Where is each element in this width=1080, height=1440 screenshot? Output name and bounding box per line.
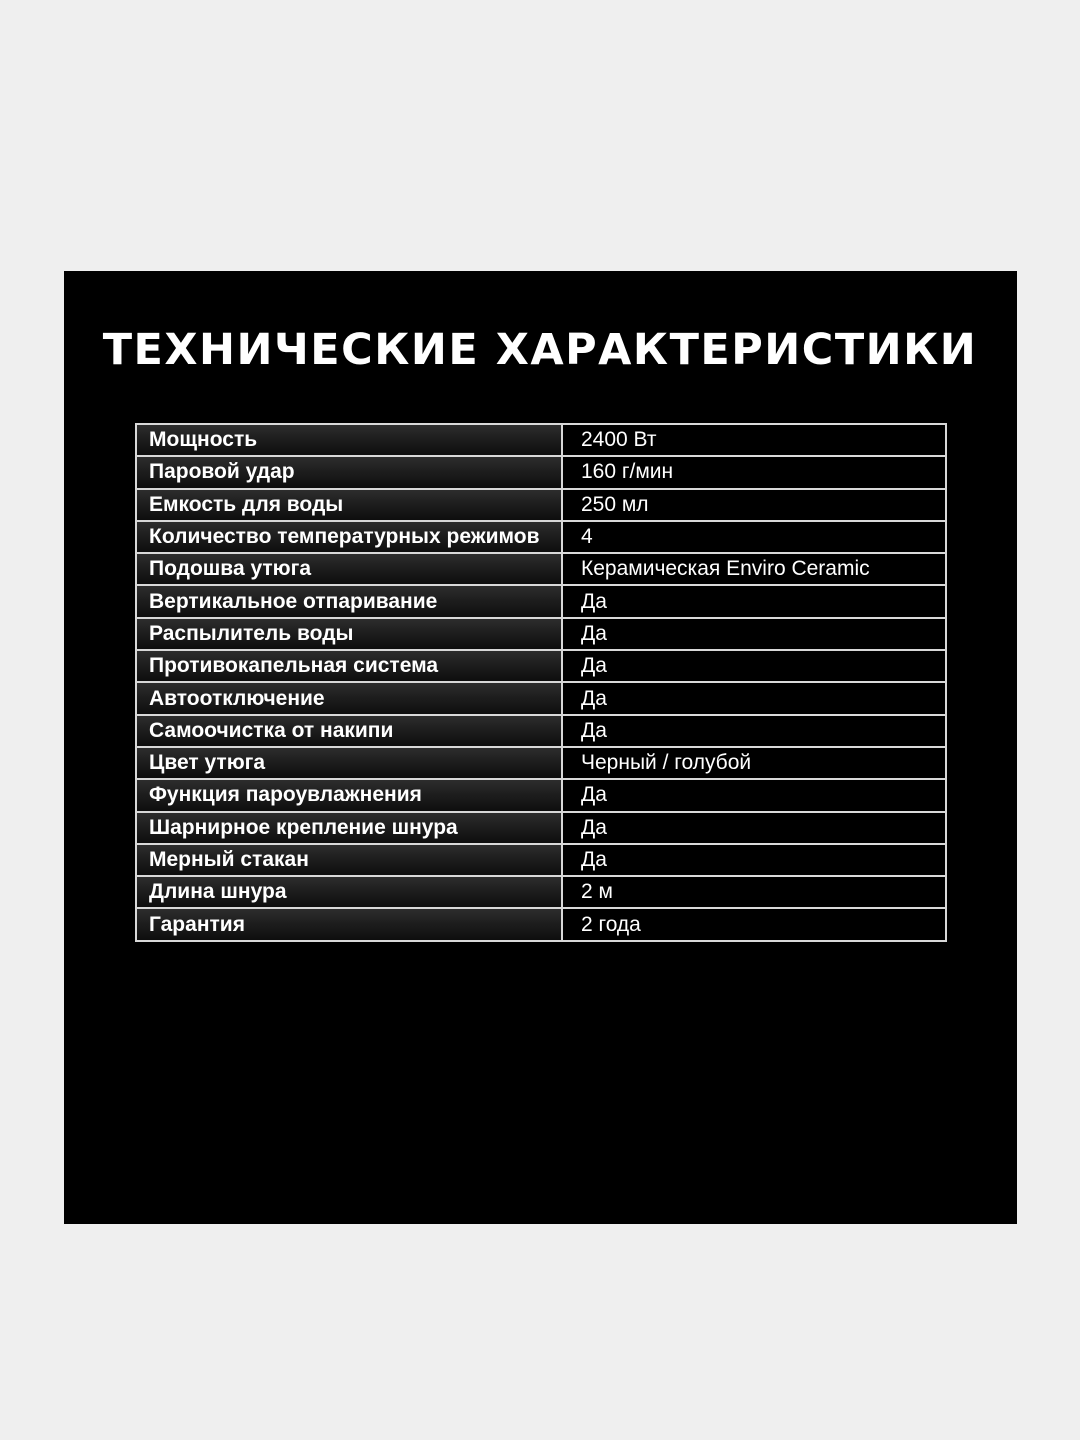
table-row xyxy=(136,553,946,585)
spec-name: Длина шнура xyxy=(136,876,562,908)
spec-value: Черный / голубой xyxy=(562,747,946,779)
spec-name: Мерный стакан xyxy=(136,844,562,876)
table-row xyxy=(136,456,946,488)
spec-value: Да xyxy=(562,779,946,811)
spec-value: Да xyxy=(562,585,946,617)
page-title: ТЕХНИЧЕСКИЕ ХАРАКТЕРИСТИКИ xyxy=(102,325,978,375)
table-row xyxy=(136,489,946,521)
spec-name: Самоочистка от накипи xyxy=(136,715,562,747)
spec-value: 160 г/мин xyxy=(562,456,946,488)
spec-value: 2 года xyxy=(562,908,946,940)
table-row xyxy=(136,747,946,779)
spec-value: Да xyxy=(562,844,946,876)
table-row xyxy=(136,908,946,940)
spec-value: 250 мл xyxy=(562,489,946,521)
spec-name: Подошва утюга xyxy=(136,553,562,585)
spec-value: 2 м xyxy=(562,876,946,908)
table-row xyxy=(136,650,946,682)
table-row xyxy=(136,682,946,714)
spec-name: Мощность xyxy=(136,424,562,456)
table-row xyxy=(136,585,946,617)
table-row xyxy=(136,876,946,908)
table-row xyxy=(136,715,946,747)
spec-name: Противокапельная система xyxy=(136,650,562,682)
table-row xyxy=(136,618,946,650)
table-row xyxy=(136,812,946,844)
spec-name: Количество температурных режимов xyxy=(136,521,562,553)
spec-value: Керамическая Enviro Ceramic xyxy=(562,553,946,585)
spec-value: 4 xyxy=(562,521,946,553)
table-row xyxy=(136,779,946,811)
spec-name: Шарнирное крепление шнура xyxy=(136,812,562,844)
spec-value: Да xyxy=(562,650,946,682)
spec-name: Паровой удар xyxy=(136,456,562,488)
spec-name: Автоотключение xyxy=(136,682,562,714)
table-row xyxy=(136,844,946,876)
spec-name: Емкость для воды xyxy=(136,489,562,521)
table-row xyxy=(136,521,946,553)
spec-name: Гарантия xyxy=(136,908,562,940)
spec-value: Да xyxy=(562,715,946,747)
spec-value: Да xyxy=(562,618,946,650)
spec-name: Вертикальное отпаривание xyxy=(136,585,562,617)
spec-name: Функция пароувлажнения xyxy=(136,779,562,811)
spec-value: Да xyxy=(562,812,946,844)
spec-value: Да xyxy=(562,682,946,714)
spec-table xyxy=(135,423,947,942)
spec-name: Распылитель воды xyxy=(136,618,562,650)
table-row xyxy=(136,424,946,456)
spec-value: 2400 Вт xyxy=(562,424,946,456)
spec-name: Цвет утюга xyxy=(136,747,562,779)
